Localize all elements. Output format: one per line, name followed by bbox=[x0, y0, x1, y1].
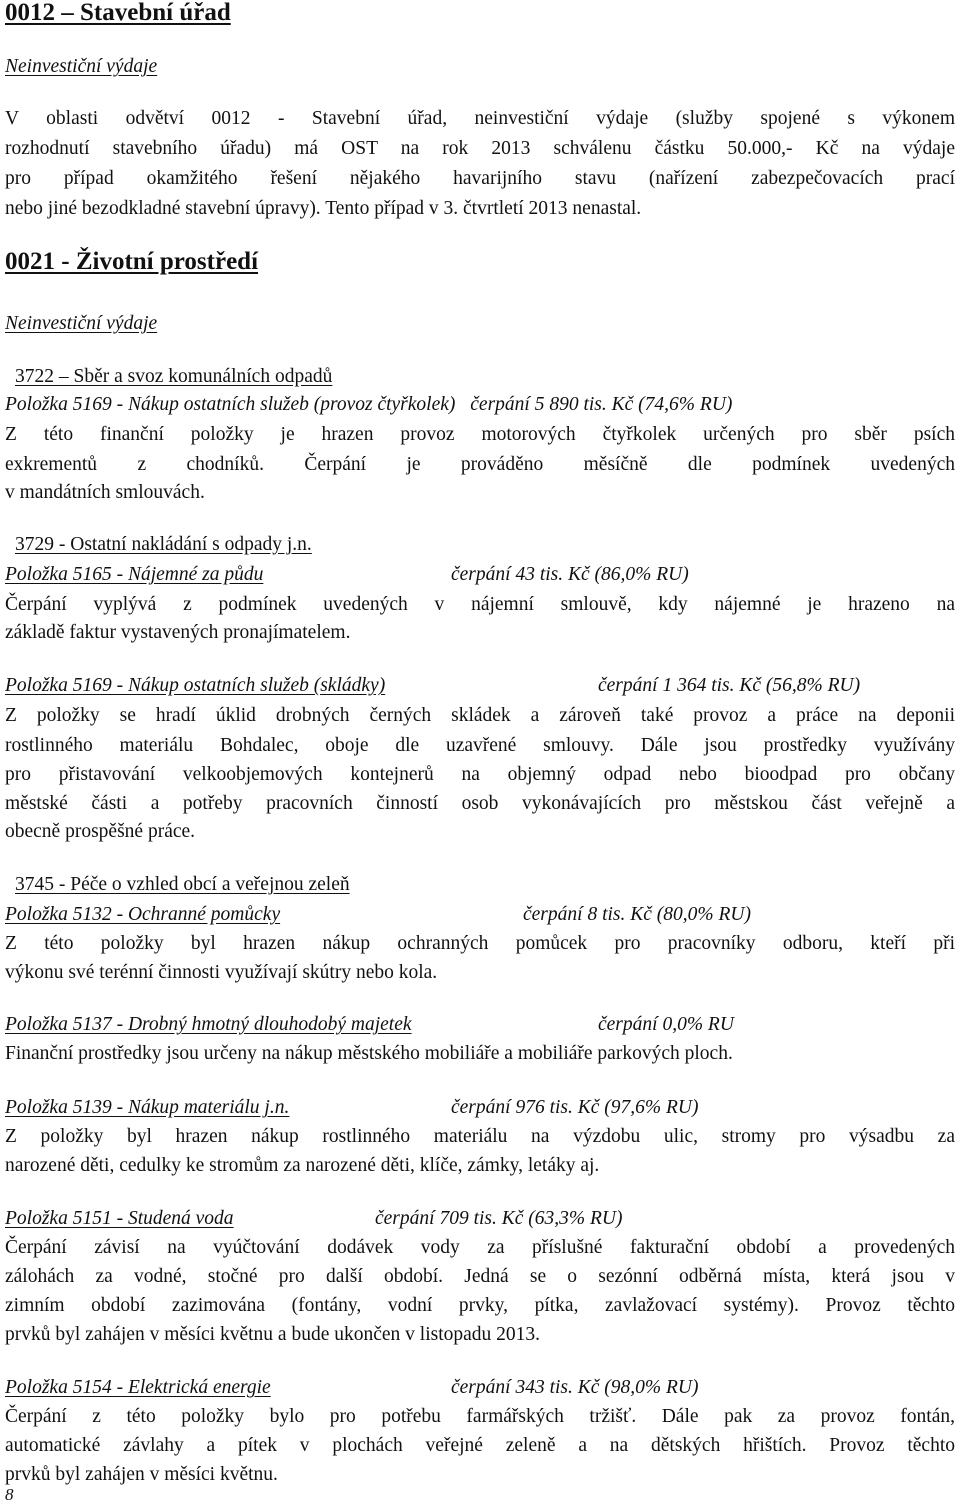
section-subtitle-0012: Neinvestiční výdaje bbox=[5, 56, 158, 77]
item-drawdown: čerpání 709 tis. Kč (63,3% RU) bbox=[375, 1208, 623, 1229]
category-title-3745: 3745 - Péče o vzhled obcí a veřejnou zeleň bbox=[15, 874, 350, 895]
paragraph-line: exkrementů z chodníků. Čerpání je prováděno měsíčně dle podmínek uvedených bbox=[5, 454, 955, 475]
paragraph-line: V oblasti odvětví 0012 - Stavební úřad, neinvestiční výdaje (služby spojené s výkonem bbox=[5, 108, 955, 129]
item-drawdown: čerpání 43 tis. Kč (86,0% RU) bbox=[451, 564, 689, 585]
paragraph-line: prvků byl zahájen v měsíci květnu. bbox=[5, 1464, 278, 1485]
paragraph-line: zálohách za vodné, stočné pro další období. Jedná se o sezónní odběrná místa, která jsou v bbox=[5, 1266, 955, 1287]
item-name: Položka 5169 - Nákup ostatních služeb (skládky) bbox=[5, 675, 386, 696]
item-drawdown: čerpání 343 tis. Kč (98,0% RU) bbox=[451, 1377, 699, 1398]
item-row-5169-ctyrkolky bbox=[5, 390, 732, 420]
page-number: 8 bbox=[5, 1485, 14, 1504]
category-title-3722: 3722 – Sběr a svoz komunálních odpadů bbox=[15, 366, 333, 387]
paragraph-line: narozené děti, cedulky ke stromům za narozené děti, klíče, zámky, letáky aj. bbox=[5, 1155, 600, 1176]
item-row-5132 bbox=[5, 900, 752, 930]
paragraph-line: základě faktur vystavených pronajímatelem. bbox=[5, 622, 351, 643]
paragraph-line: pro přistavování velkoobjemových kontejnerů na objemný odpad nebo bioodpad pro občany bbox=[5, 764, 955, 785]
item-drawdown: čerpání 5 890 tis. Kč (74,6% RU) bbox=[470, 394, 733, 415]
paragraph-line: Z položky byl hrazen nákup rostlinného materiálu na výzdobu ulic, stromy pro výsadbu za bbox=[5, 1126, 955, 1147]
paragraph-line: Z této položky byl hrazen nákup ochranných pomůcek pro pracovníky odboru, kteří při bbox=[5, 933, 955, 954]
item-name: Položka 5151 - Studená voda bbox=[5, 1208, 234, 1229]
item-drawdown: čerpání 0,0% RU bbox=[598, 1014, 734, 1035]
item-row-5137 bbox=[5, 1010, 734, 1040]
section-title-0021: 0021 - Životní prostředí bbox=[5, 248, 259, 275]
paragraph-line: obecně prospěšné práce. bbox=[5, 821, 196, 842]
item-name: Položka 5139 - Nákup materiálu j.n. bbox=[5, 1097, 290, 1118]
paragraph-line: Čerpání z této položky bylo pro potřebu farmářských tržišť. Dále pak za provoz fontán, bbox=[5, 1406, 955, 1427]
item-row-5151 bbox=[5, 1204, 623, 1234]
paragraph-line: výkonu své terénní činnosti využívají skútry nebo kola. bbox=[5, 962, 438, 983]
item-row-5169-skladky bbox=[5, 671, 861, 701]
paragraph-line: Z položky se hradí úklid drobných černých skládek a zároveň také provoz a práce na deponii bbox=[5, 705, 955, 726]
item-row-5154 bbox=[5, 1373, 699, 1403]
section-subtitle-0021: Neinvestiční výdaje bbox=[5, 313, 158, 334]
section-title-0012: 0012 – Stavební úřad bbox=[5, 0, 231, 26]
paragraph-line: nebo jiné bezodkladné stavební úpravy). Tento případ v 3. čtvrtletí 2013 nenastal. bbox=[5, 198, 642, 219]
item-name: Položka 5154 - Elektrická energie bbox=[5, 1377, 271, 1398]
item-name: Položka 5169 - Nákup ostatních služeb (provoz čtyřkolek) bbox=[5, 394, 456, 415]
item-drawdown: čerpání 8 tis. Kč (80,0% RU) bbox=[523, 904, 752, 925]
paragraph-line: rostlinného materiálu Bohdalec, oboje dle uzavřené smlouvy. Dále jsou prostředky využívány bbox=[5, 735, 955, 756]
paragraph-line: Čerpání vyplývá z podmínek uvedených v nájemní smlouvě, kdy nájemné je hrazeno na bbox=[5, 594, 955, 615]
paragraph-line: rozhodnutí stavebního úřadu) má OST na rok 2013 schválenu částku 50.000,- Kč na výdaje bbox=[5, 138, 955, 159]
paragraph-line: Finanční prostředky jsou určeny na nákup městského mobiliáře a mobiliáře parkových ploch. bbox=[5, 1043, 733, 1064]
paragraph-line: automatické závlahy a pítek v plochách veřejné zeleně a na dětských hřištích. Provoz těchto bbox=[5, 1435, 955, 1456]
item-name: Položka 5165 - Nájemné za půdu bbox=[5, 564, 264, 585]
paragraph-line: městské části a potřeby pracovních činností osob vykonávajících pro městskou část veřejně a bbox=[5, 793, 955, 814]
paragraph-line: prvků byl zahájen v měsíci květnu a bude ukončen v listopadu 2013. bbox=[5, 1324, 541, 1345]
paragraph-line: v mandátních smlouvách. bbox=[5, 482, 205, 503]
item-drawdown: čerpání 1 364 tis. Kč (56,8% RU) bbox=[598, 675, 861, 696]
item-row-5139 bbox=[5, 1093, 699, 1123]
item-name: Položka 5137 - Drobný hmotný dlouhodobý majetek bbox=[5, 1014, 412, 1035]
item-drawdown: čerpání 976 tis. Kč (97,6% RU) bbox=[451, 1097, 699, 1118]
paragraph-line: Čerpání závisí na vyúčtování dodávek vody za příslušné fakturační období a provedených bbox=[5, 1237, 955, 1258]
paragraph-line: Z této finanční položky je hrazen provoz motorových čtyřkolek určených pro sběr psích bbox=[5, 424, 955, 445]
paragraph-line: pro případ okamžitého řešení nějakého havarijního stavu (nařízení zabezpečovacích prací bbox=[5, 168, 955, 189]
item-name: Položka 5132 - Ochranné pomůcky bbox=[5, 904, 281, 925]
paragraph-line: zimním období zazimována (fontány, vodní prvky, pítka, zavlažovací systémy). Provoz těchto bbox=[5, 1295, 955, 1316]
category-title-3729: 3729 - Ostatní nakládání s odpady j.n. bbox=[15, 534, 312, 555]
item-row-5165 bbox=[5, 560, 689, 590]
